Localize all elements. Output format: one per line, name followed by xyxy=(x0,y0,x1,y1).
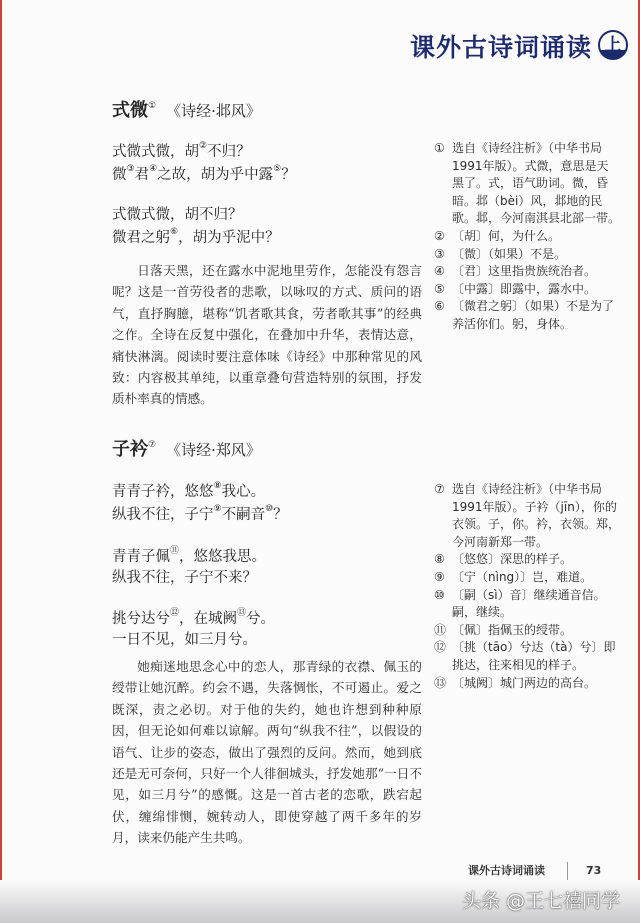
footnote-text: 〔佩〕指佩玉的绶带。 xyxy=(452,622,573,637)
footer-section-title: 课外古诗词诵读 xyxy=(468,864,545,877)
footnote-number: ④ xyxy=(434,264,445,279)
footnote-text: 〔君〕这里指贵族统治者。 xyxy=(452,264,597,279)
footnote-text: 选自《诗经注析》（中华书局1991年版）。子衿（jīn），你的衣领。子，你。衿，衣领。郑，今河南新郑一带。 xyxy=(452,482,621,549)
footnote-number: ⑫ xyxy=(434,640,447,655)
footnote-text: 〔微〕（如果）不是。 xyxy=(452,246,567,261)
poem-line: 式微式微，胡不归？ xyxy=(112,207,243,223)
footnote-text: 〔微君之躬〕（如果）不是为了养活你们。躬，身体。 xyxy=(452,299,615,331)
footnote xyxy=(434,481,620,551)
footnote xyxy=(434,639,620,674)
footnote xyxy=(434,140,620,228)
footnote xyxy=(434,263,620,281)
footnote-marker: ⑪ xyxy=(170,546,180,556)
footnote xyxy=(434,622,620,640)
poem-commentary: 日落天黑，还在露水中泥地里劳作，怎能没有怨言呢？这是一首劳役者的悲歌，以咏叹的方式、质问的语气，直抒胸臆，堪称“饥者歌其食，劳者歌其事”的经典之作。全诗在反复中强化，在叠加中升华，表情达意，痛快淋漓。阅读时要注意体味《诗经》中那种常见的风致：内容极其单纯，以重章叠句营造特别的氛围，抒发质朴率真的情感。 xyxy=(112,263,422,407)
footnote-marker: ④ xyxy=(149,164,158,174)
poem-line: 微君之躬⑥，胡为乎泥中？ xyxy=(112,227,280,246)
footnote-marker: ② xyxy=(199,141,208,151)
poem-line: 纵我不往，子宁不来？ xyxy=(112,570,257,586)
footnote xyxy=(434,569,620,587)
poem-title-zijin xyxy=(112,435,261,461)
footnote-marker: ⑨ xyxy=(213,504,222,514)
poem-title-text: 式微① xyxy=(112,100,157,121)
poem-source: 《诗经·邶风》 xyxy=(166,102,261,120)
footnote-number: ⑪ xyxy=(434,622,447,637)
footnote-marker: ⑫ xyxy=(170,608,180,618)
footnote xyxy=(434,551,620,569)
footnote-number: ⑥ xyxy=(434,299,445,314)
volume-badge-icon: 上 xyxy=(598,30,628,60)
poem-commentary: 她痴迷地思念心中的恋人，那青绿的衣襟、佩玉的绶带让她沉醉。约会不遇，失落惆怅，不可遏止。爱之既深，责之必切。对于他的失约，她也许想到种种原因，但无论如何难以谅解。两句“纵我不往”，以假设的语气、让步的姿态，做出了强烈的反问。然而，她到底还是无可奈何，只好一个人徘徊城头，抒发她那“一日不见，如三月兮”的感慨。这是一首古老的恋歌，跌宕起伏，缠绵悱恻，婉转动人，即使穿越了两千多年的岁月，读来仍能产生共鸣。 xyxy=(112,659,422,846)
footnote-number: ② xyxy=(434,228,445,243)
footnote-marker: ⑤ xyxy=(273,164,282,174)
footnote-text: 〔嗣（sì）音〕继续通音信。嗣，继续。 xyxy=(452,587,606,620)
footnote-number: ⑩ xyxy=(434,587,445,602)
footnote-marker: ⑧ xyxy=(213,481,222,491)
footnote-number: ⑧ xyxy=(434,552,445,567)
footnote xyxy=(434,281,620,299)
footnote-marker: ⑩ xyxy=(265,504,274,514)
footnote xyxy=(434,675,620,693)
poem-source: 《诗经·郑风》 xyxy=(166,441,261,459)
poem-title-text: 子衿⑦ xyxy=(112,439,157,460)
poem-line: 挑兮达兮⑫，在城阙⑬兮。 xyxy=(112,608,276,627)
footnote-number: ⑦ xyxy=(434,482,445,496)
footnote-marker: ③ xyxy=(126,164,135,174)
footnote-marker: ⑦ xyxy=(148,440,157,450)
poem-title-shiwei xyxy=(112,96,261,122)
footnote xyxy=(434,228,620,246)
watermark-text: 头条 @王七禧同学 xyxy=(461,890,620,912)
footnote-number: ⑬ xyxy=(434,675,447,690)
poem-line: 式微式微，胡②不归？ xyxy=(112,141,251,160)
poem-line: 青青子佩⑪，悠悠我思。 xyxy=(112,546,267,565)
notes-column-1 xyxy=(434,140,620,334)
footnote-marker: ① xyxy=(148,101,157,111)
poem-line: 纵我不往，子宁⑨不嗣音⑩？ xyxy=(112,504,288,523)
footnote-text: 〔挑（tāo）兮达（tà）兮〕即挑达，往来相见的样子。 xyxy=(452,640,616,672)
footnote-marker: ⑥ xyxy=(170,227,179,237)
footnote-number: ③ xyxy=(434,246,445,261)
footnote-text: 〔悠悠〕深思的样子。 xyxy=(452,552,573,567)
footnote-number: ⑤ xyxy=(434,281,445,296)
poem-line: 一日不见，如三月兮。 xyxy=(112,632,257,648)
footnote-text: 〔城阙〕城门两边的高台。 xyxy=(452,675,597,690)
footnote-number: ① xyxy=(434,141,445,155)
footnote-number: ⑨ xyxy=(434,569,445,584)
poem-line: 青青子衿，悠悠⑧我心。 xyxy=(112,481,266,500)
footnote xyxy=(434,246,620,264)
footnote-text: 〔胡〕何，为什么。 xyxy=(452,228,561,243)
footnote-text: 选自《诗经注析》（中华书局1991年版）。式微，意思是天黑了。式，语气助词。微，昏暗。邶（bèi）风，邶地的民歌。邶，今河南淇县北部一带。 xyxy=(452,141,621,226)
page-footer xyxy=(468,862,601,880)
footnote xyxy=(434,298,620,333)
footnote xyxy=(434,587,620,622)
footnote-text: 〔中露〕即露中，露水中。 xyxy=(452,281,597,296)
footer-divider xyxy=(567,862,568,880)
page-number: 73 xyxy=(586,864,602,877)
notes-column-2 xyxy=(434,481,620,692)
footnote-text: 〔宁（nìng）〕岂，难道。 xyxy=(452,569,593,584)
footnote-marker: ⑬ xyxy=(237,608,247,618)
section-header-title: 课外古诗词诵读 xyxy=(409,33,592,62)
poem-line: 微③君④之故，胡为乎中露⑤？ xyxy=(112,164,296,183)
